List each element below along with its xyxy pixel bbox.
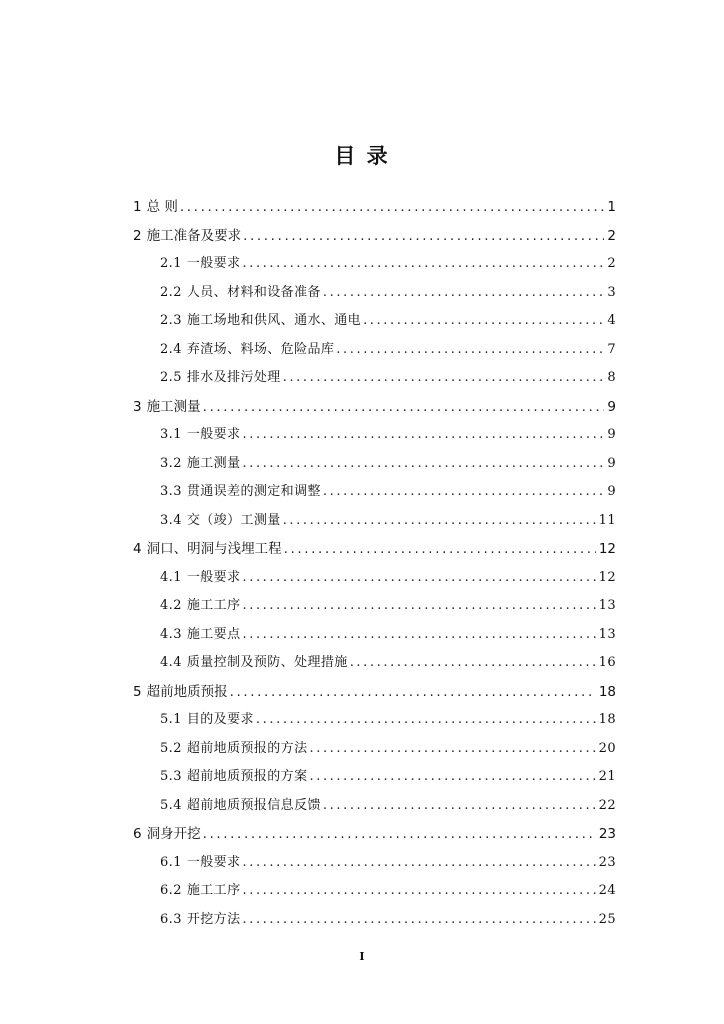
page-title: 目 录 — [334, 144, 390, 168]
toc-entry-page: 11 — [598, 512, 616, 528]
toc-section-entry[interactable] — [160, 735, 616, 763]
toc-entry-label: 超前地质预报的方法 — [186, 740, 308, 756]
toc-entry-number: 5.1 — [160, 712, 182, 727]
toc-entry-page: 9 — [607, 455, 616, 471]
toc-entry-number: 2.4 — [160, 341, 182, 357]
toc-entry-title — [133, 222, 241, 250]
toc-entry-page: 9 — [607, 398, 616, 415]
toc-leader-dots — [180, 193, 605, 221]
toc-entry-label: 施工工序 — [186, 883, 241, 898]
toc-section-entry[interactable] — [160, 250, 616, 278]
toc-entry-title — [160, 763, 307, 791]
toc-entry-number: 6.1 — [160, 854, 182, 870]
toc-entry-page: 23 — [598, 826, 616, 842]
toc-entry-page: 16 — [598, 655, 616, 670]
toc-leader-dots — [242, 849, 595, 877]
toc-entry-title — [160, 564, 240, 592]
toc-entry-label: 一般要求 — [186, 427, 241, 442]
toc-section-entry[interactable] — [160, 450, 616, 478]
toc-entry-page: 21 — [598, 769, 616, 784]
toc-leader-dots — [242, 250, 604, 278]
toc-entry-number: 5.2 — [160, 740, 182, 756]
toc-chapter-entry[interactable] — [133, 678, 616, 706]
toc-entry-number: 2.3 — [160, 313, 182, 328]
toc-leader-dots — [242, 621, 595, 649]
toc-entry-title — [160, 364, 281, 392]
toc-entry-label: 施工场地和供风、通水、通电 — [186, 313, 362, 328]
toc-leader-dots — [283, 507, 596, 535]
toc-entry-title — [160, 478, 321, 506]
toc-entry-title — [160, 421, 240, 449]
toc-entry-title — [160, 735, 307, 763]
toc-entry-number: 4.3 — [160, 626, 182, 642]
toc-entry-number: 6.2 — [160, 883, 182, 898]
toc-entry-number: 2.5 — [160, 370, 182, 385]
toc-entry-title — [160, 307, 361, 335]
toc-chapter-entry[interactable] — [133, 222, 616, 250]
toc-leader-dots — [336, 336, 604, 364]
toc-leader-dots — [323, 792, 596, 820]
toc-entry-page: 24 — [598, 883, 616, 898]
toc-section-entry[interactable] — [160, 336, 616, 364]
toc-entry-title — [160, 450, 240, 478]
toc-entry-page: 4 — [607, 313, 616, 328]
toc-entry-number: 1 — [133, 199, 142, 215]
toc-entry-page: 18 — [598, 683, 616, 700]
toc-entry-title — [133, 393, 201, 421]
toc-entry-title — [133, 535, 282, 563]
toc-entry-number: 5.4 — [160, 797, 182, 813]
toc-entry-number: 3.1 — [160, 427, 182, 442]
toc-entry-number: 5 — [133, 683, 142, 700]
toc-entry-label: 排水及排污处理 — [186, 370, 281, 385]
toc-section-entry[interactable] — [160, 279, 616, 307]
toc-leader-dots — [242, 592, 595, 620]
toc-entry-number: 3.4 — [160, 512, 182, 528]
toc-entry-page: 13 — [598, 626, 616, 642]
toc-entry-title — [160, 336, 334, 364]
toc-entry-page: 9 — [607, 427, 616, 442]
toc-leader-dots — [283, 364, 605, 392]
toc-entry-label: 超前地质预报 — [146, 683, 228, 700]
toc-entry-label: 交（竣）工测量 — [186, 512, 281, 528]
toc-entry-number: 3 — [133, 398, 142, 415]
toc-entry-page: 3 — [607, 284, 616, 300]
toc-entry-page: 12 — [598, 569, 616, 585]
toc-leader-dots — [350, 649, 596, 677]
toc-entry-page: 7 — [607, 341, 616, 357]
toc-entry-page: 9 — [607, 484, 616, 499]
toc-entry-title — [160, 792, 321, 820]
toc-entry-page: 13 — [598, 598, 616, 613]
toc-leader-dots — [256, 706, 596, 734]
toc-leader-dots — [230, 678, 596, 706]
toc-entry-label: 一般要求 — [186, 854, 241, 870]
toc-entry-label: 一般要求 — [186, 569, 241, 585]
toc-leader-dots — [284, 535, 596, 563]
toc-entry-label: 人员、材料和设备准备 — [186, 284, 321, 300]
toc-section-entry[interactable] — [160, 478, 616, 506]
toc-entry-title — [160, 906, 240, 934]
toc-leader-dots — [242, 564, 595, 592]
toc-entry-label: 施工工序 — [186, 598, 241, 613]
toc-section-entry[interactable] — [160, 877, 616, 905]
toc-entry-number: 6.3 — [160, 911, 182, 927]
toc-entry-title — [160, 649, 348, 677]
toc-entry-number: 3.2 — [160, 455, 182, 471]
toc-section-entry[interactable] — [160, 507, 616, 535]
toc-entry-label: 施工要点 — [186, 626, 241, 642]
toc-leader-dots — [363, 307, 604, 335]
toc-leader-dots — [323, 279, 604, 307]
toc-section-entry[interactable] — [160, 564, 616, 592]
toc-chapter-entry[interactable] — [133, 820, 616, 848]
toc-entry-number: 2.1 — [160, 256, 182, 271]
toc-entry-title — [160, 621, 240, 649]
toc-leader-dots — [243, 222, 604, 250]
toc-section-entry[interactable] — [160, 763, 616, 791]
toc-entry-number: 6 — [133, 826, 142, 842]
toc-entry-page: 2 — [607, 227, 616, 244]
toc-leader-dots — [242, 906, 595, 934]
toc-entry-label: 目的及要求 — [186, 712, 254, 727]
toc-entry-label: 贯通误差的测定和调整 — [186, 484, 321, 499]
toc-entry-title — [160, 877, 240, 905]
toc-section-entry[interactable] — [160, 421, 616, 449]
toc-entry-label: 弃渣场、料场、危险品库 — [186, 341, 335, 357]
toc-entry-number: 5.3 — [160, 769, 182, 784]
page-number: I — [359, 950, 365, 963]
toc-entry-label: 洞口、明洞与浅埋工程 — [146, 541, 282, 557]
toc-leader-dots — [309, 763, 595, 791]
toc-section-entry[interactable] — [160, 649, 616, 677]
toc-chapter-entry[interactable] — [133, 193, 616, 221]
toc-section-entry[interactable] — [160, 307, 616, 335]
toc-entry-title — [133, 678, 228, 706]
toc-chapter-entry[interactable] — [133, 535, 616, 563]
toc-entry-number: 2.2 — [160, 284, 182, 300]
toc-leader-dots — [242, 877, 595, 905]
toc-entry-page: 1 — [607, 199, 616, 215]
toc-entry-number: 3.3 — [160, 484, 182, 499]
toc-leader-dots — [203, 820, 596, 848]
toc-entry-label: 总 则 — [146, 199, 178, 215]
toc-section-entry[interactable] — [160, 906, 616, 934]
toc-section-entry[interactable] — [160, 364, 616, 392]
toc-entry-title — [160, 706, 254, 734]
toc-entry-label: 质量控制及预防、处理措施 — [186, 655, 348, 670]
toc-section-entry[interactable] — [160, 849, 616, 877]
toc-entry-page: 8 — [607, 370, 616, 385]
toc-entry-page: 23 — [598, 854, 616, 870]
toc-entry-label: 施工测量 — [146, 398, 201, 415]
toc-entry-page: 20 — [598, 740, 616, 756]
toc-section-entry[interactable] — [160, 792, 616, 820]
toc-entry-title — [160, 250, 240, 278]
toc-entry-title — [133, 193, 178, 221]
toc-entry-label: 施工准备及要求 — [146, 227, 242, 244]
toc-entry-label: 超前地质预报的方案 — [186, 769, 308, 784]
toc-section-entry[interactable] — [160, 592, 616, 620]
toc-chapter-entry[interactable] — [133, 393, 616, 421]
toc-entry-number: 4.4 — [160, 655, 182, 670]
toc-leader-dots — [203, 393, 605, 421]
toc-entry-page: 12 — [598, 541, 616, 557]
toc-entry-page: 22 — [598, 797, 616, 813]
toc-entry-page: 2 — [607, 256, 616, 271]
toc-entry-page: 18 — [598, 712, 616, 727]
toc-entry-title — [133, 820, 201, 848]
toc-entry-number: 2 — [133, 227, 142, 244]
toc-leader-dots — [309, 735, 595, 763]
toc-entry-label: 洞身开挖 — [146, 826, 201, 842]
toc-entry-title — [160, 507, 281, 535]
toc-section-entry[interactable] — [160, 621, 616, 649]
toc-entry-label: 开挖方法 — [186, 911, 241, 927]
toc-leader-dots — [242, 450, 604, 478]
toc-section-entry[interactable] — [160, 706, 616, 734]
toc-entry-label: 一般要求 — [186, 256, 241, 271]
toc-entry-label: 超前地质预报信息反馈 — [186, 797, 321, 813]
toc-entry-title — [160, 279, 321, 307]
toc-entry-label: 施工测量 — [186, 455, 241, 471]
toc-entry-page: 25 — [598, 911, 616, 927]
toc-entry-number: 4.2 — [160, 598, 182, 613]
toc-entry-title — [160, 849, 240, 877]
toc-entry-title — [160, 592, 240, 620]
toc-leader-dots — [242, 421, 604, 449]
toc-entry-number: 4.1 — [160, 569, 182, 585]
toc-leader-dots — [323, 478, 604, 506]
toc-entry-number: 4 — [133, 541, 142, 557]
